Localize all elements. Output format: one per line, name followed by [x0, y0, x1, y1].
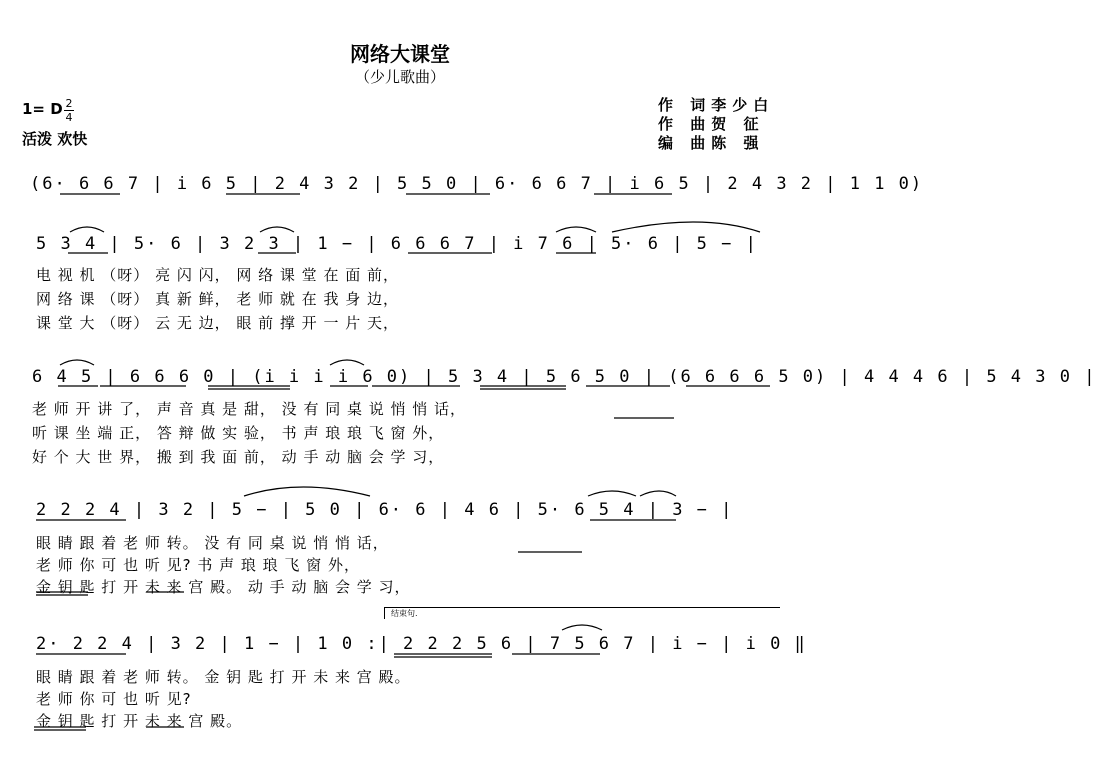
credit-composer — [658, 113, 764, 134]
time-signature-numerator: 2 — [65, 97, 73, 110]
notation-line-3: 6 4 5 | 6 6 6 0 | (i i i i 6 0) | 5 3 4 | 5 6 5 0 | (6 6 6 6 5 0) | 4 4 4 6 | 5 4 3 0 | — [32, 367, 1096, 387]
lyric-line: 眼 睛 跟 着 老 师 转。 没 有 同 桌 说 悄 悄 话， — [36, 534, 389, 552]
notation-line-4: 2 2 2 4 | 3 2 | 5 − | 5 0 | 6· 6 | 4 6 | 5· 6 5 4 | 3 − | — [36, 500, 734, 520]
credit-lyricist — [658, 94, 774, 115]
tempo-marking: 活泼 欢快 — [22, 130, 88, 148]
credit-role: 编 曲 — [658, 134, 712, 152]
credit-arranger — [658, 132, 764, 153]
time-signature — [64, 98, 74, 123]
credit-name: 陈 强 — [711, 134, 765, 152]
lyric-line: 网 络 课 （呀） 真 新 鲜， 老 师 就 在 我 身 边， — [36, 290, 399, 308]
key-signature: 1= D — [22, 100, 63, 118]
credit-name: 李少白 — [711, 96, 775, 114]
song-subtitle: （少儿歌曲） — [354, 68, 445, 86]
ending-phrase-box: 结束句. — [384, 607, 780, 619]
notation-line-2: 5 3 4 | 5· 6 | 3 2 3 | 1 − | 6 6 6 7 | i 7 6 | 5· 6 | 5 − | — [36, 234, 758, 254]
lyric-line: 金 钥 匙 打 开 未 来 宫 殿。 动 手 动 脑 会 学 习， — [36, 578, 411, 596]
lyric-line: 听 课 坐 端 正， 答 辩 做 实 验， 书 声 琅 琅 飞 窗 外， — [32, 424, 445, 442]
lyric-line: 课 堂 大 （呀） 云 无 边， 眼 前 撑 开 一 片 天， — [36, 314, 399, 332]
credit-name: 贺 征 — [711, 115, 765, 133]
lyric-line: 金 钥 匙 打 开 未 来 宫 殿。 — [36, 712, 243, 730]
lyric-line: 老 师 你 可 也 听 见? 书 声 琅 琅 飞 窗 外， — [36, 556, 360, 574]
lyric-line: 电 视 机 （呀） 亮 闪 闪， 网 络 课 堂 在 面 前， — [36, 266, 399, 284]
notation-line-1: (6· 6 6 7 | i 6 5 | 2 4 3 2 | 5 5 0 | 6· 6 6 7 | i 6 5 | 2 4 3 2 | 1 1 0) — [30, 174, 924, 194]
time-signature-denominator: 4 — [65, 111, 73, 124]
credit-role: 作 词 — [658, 96, 712, 114]
lyric-line: 老 师 你 可 也 听 见? — [36, 690, 192, 708]
notation-line-5: 2· 2 2 4 | 3 2 | 1 − | 1 0 :| 2 2 2 5 6 | 7 5 6 7 | i − | i 0 ‖ — [36, 634, 807, 654]
lyric-line: 眼 睛 跟 着 老 师 转。 金 钥 匙 打 开 未 来 宫 殿。 — [36, 668, 411, 686]
lyric-line: 老 师 开 讲 了， 声 音 真 是 甜， 没 有 同 桌 说 悄 悄 话， — [32, 400, 467, 418]
credit-role: 作 曲 — [658, 115, 712, 133]
lyric-line: 好 个 大 世 界， 搬 到 我 面 前， 动 手 动 脑 会 学 习， — [32, 448, 445, 466]
song-title: 网络大课堂 — [350, 42, 450, 66]
